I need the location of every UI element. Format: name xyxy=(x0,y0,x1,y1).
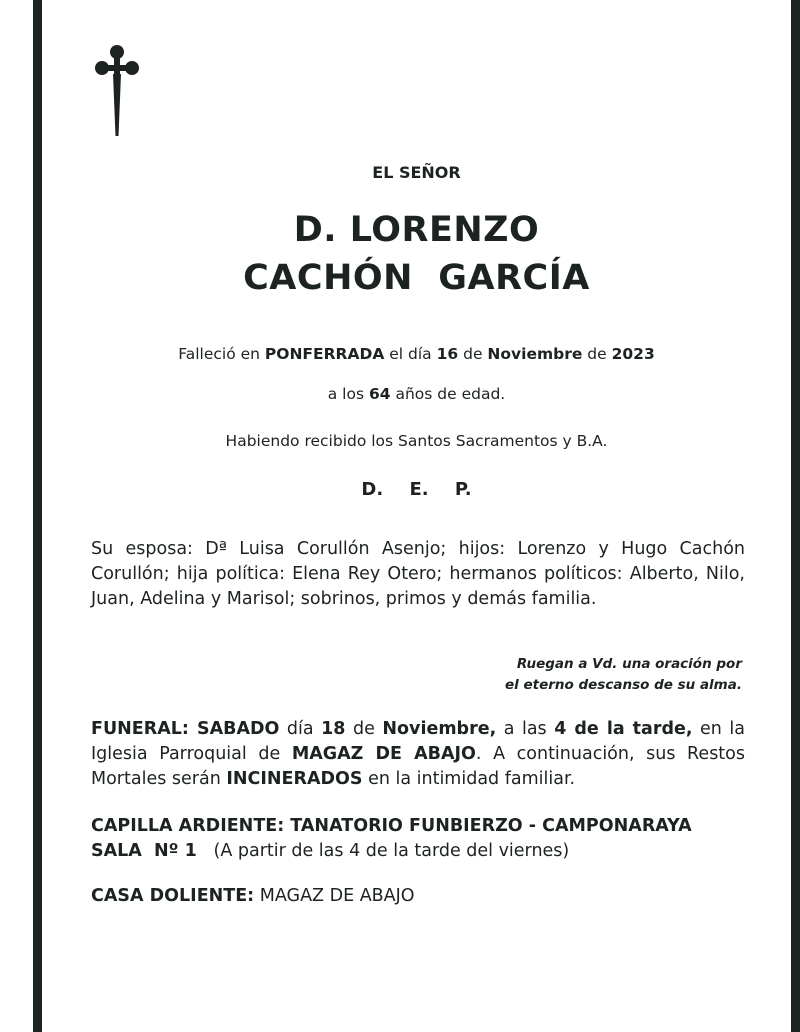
funeral-time: 4 de la tarde, xyxy=(554,719,693,739)
death-month: Noviembre xyxy=(487,345,583,363)
mourning-house-value: MAGAZ DE ABAJO xyxy=(254,886,415,906)
honorific-title: EL SEÑOR xyxy=(372,163,461,182)
chapel-location: CAPILLA ARDIENTE: TANATORIO FUNBIERZO - CAMPONARAYA xyxy=(91,816,692,836)
death-info xyxy=(42,345,791,363)
funeral-action: INCINERADOS xyxy=(226,769,363,789)
funeral-text-4: en la Iglesia Parroquial de xyxy=(91,719,745,764)
chapel-room-note: (A partir de las 4 de la tarde del viernes) xyxy=(196,841,570,861)
chapel-info xyxy=(91,814,745,864)
cross-icon xyxy=(94,44,140,138)
name-line-1: D. LORENZO xyxy=(293,210,540,250)
death-text-3: de xyxy=(582,345,612,363)
age-suffix: años de edad. xyxy=(390,385,506,403)
right-border-bar xyxy=(791,0,800,1032)
chapel-line xyxy=(91,814,745,839)
death-prefix: Falleció en xyxy=(178,345,265,363)
age-info xyxy=(42,385,791,403)
death-day: 16 xyxy=(436,345,459,363)
death-text-2: de xyxy=(458,345,488,363)
prayer-line-2: el eterno descanso de su alma. xyxy=(505,677,742,693)
funeral-text-1: día xyxy=(279,719,322,739)
funeral-text-5: . A continuación, sus Restos Mortales serán xyxy=(91,744,745,789)
death-place: PONFERRADA xyxy=(264,345,385,363)
funeral-month: Noviembre, xyxy=(382,719,497,739)
family-paragraph: Su esposa: Dª Luisa Corullón Asenjo; hijos: Lorenzo y Hugo Cachón Corullón; hija política: Elena Rey Otero; hermanos políticos: Alberto, Nilo, Juan, Adelina y Marisol; sobrinos, primos y demás familia. xyxy=(91,539,745,609)
sacraments-line: Habiendo recibido los Santos Sacramentos y B.A. xyxy=(225,432,608,450)
prayer-request xyxy=(400,654,742,696)
name-line-2: CACHÓN GARCÍA xyxy=(243,258,590,298)
death-text-1: el día xyxy=(384,345,437,363)
death-year: 2023 xyxy=(611,345,655,363)
funeral-church: MAGAZ DE ABAJO xyxy=(291,744,476,764)
funeral-day: 18 xyxy=(321,719,346,739)
age-prefix: a los xyxy=(327,385,369,403)
funeral-text-6: en la intimidad familiar. xyxy=(362,769,576,789)
funeral-text-3: a las xyxy=(496,719,555,739)
funeral-text-2: de xyxy=(345,719,383,739)
mourning-house-label: CASA DOLIENTE: xyxy=(91,886,255,906)
funeral-paragraph xyxy=(91,717,745,792)
prayer-line-1: Ruegan a Vd. una oración por xyxy=(516,656,742,672)
dep-initials: D. E. P. xyxy=(361,479,472,500)
age-value: 64 xyxy=(368,385,391,403)
funeral-label: FUNERAL: SABADO xyxy=(91,719,280,739)
left-border-bar xyxy=(33,0,42,1032)
deceased-name xyxy=(42,206,791,302)
chapel-room: SALA Nº 1 xyxy=(91,841,197,861)
mourning-house xyxy=(91,884,745,909)
chapel-room-line xyxy=(91,839,745,864)
